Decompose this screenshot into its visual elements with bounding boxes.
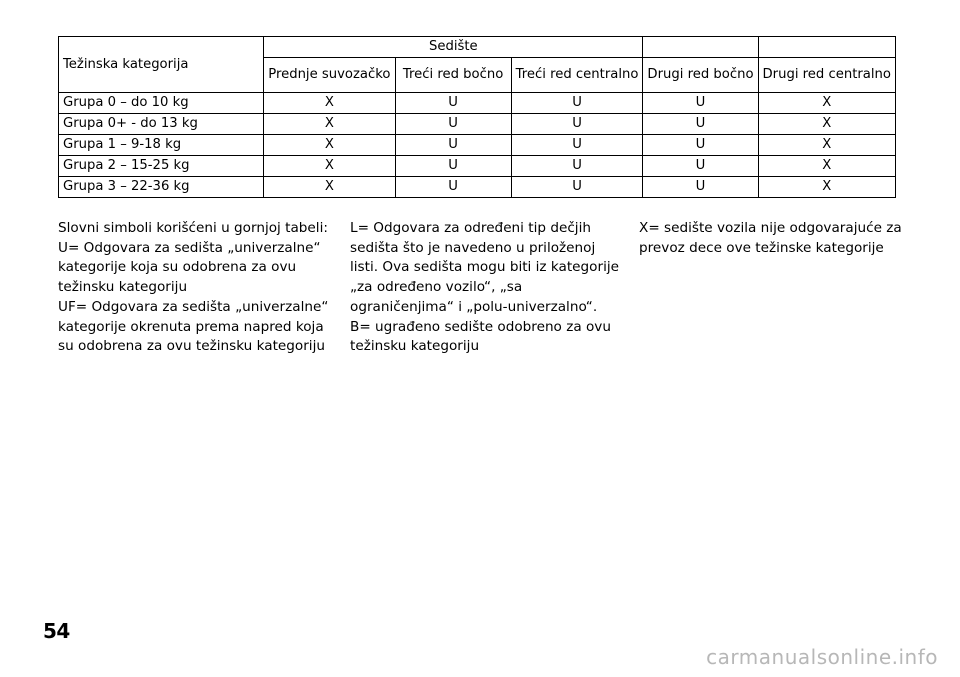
table-row	[59, 177, 896, 198]
table-cell: X	[758, 93, 895, 114]
legend-line: listi. Ova sedišta mogu biti iz kategorije	[350, 259, 619, 276]
legend-line: prevoz dece ove težinske kategorije	[639, 239, 884, 256]
table-cell: X	[264, 93, 395, 114]
table-cell: U	[395, 114, 511, 135]
legend-line: „za određeno vozilo“, „sa	[350, 279, 523, 296]
legend-line: X= sedište vozila nije odgovarajuće za	[639, 220, 902, 236]
page-number: 54	[43, 619, 70, 643]
legend-line: L= Odgovara za određeni tip dečjih	[350, 220, 591, 236]
row-label: Grupa 3 – 22-36 kg	[59, 177, 264, 198]
row-label: Grupa 1 – 9-18 kg	[59, 135, 264, 156]
table-cell: X	[758, 177, 895, 198]
row-label: Grupa 0+ - do 13 kg	[59, 114, 264, 135]
legend-line: UF= Odgovara za sedišta „univerzalne“	[58, 298, 329, 315]
table-cell: X	[264, 114, 395, 135]
row-label: Grupa 2 – 15-25 kg	[59, 156, 264, 177]
legend-line: B= ugrađeno sedište odobreno za ovu	[350, 318, 611, 335]
table-cell: X	[264, 135, 395, 156]
column-header: Prednje suvozačko	[264, 58, 395, 93]
legend-line: Slovni simboli korišćeni u gornjoj tabeli:	[58, 220, 328, 236]
table-cell: X	[758, 156, 895, 177]
table-row	[59, 135, 896, 156]
legend-line: težinsku kategoriju	[350, 338, 480, 355]
legend-line: su odobrena za ovu težinsku kategoriju	[58, 338, 325, 355]
legend-line: kategorije koja su odobrena za ovu	[58, 259, 297, 276]
legend-column-2	[350, 219, 620, 357]
seat-group-header: Sedište	[264, 37, 643, 58]
table-cell: X	[264, 177, 395, 198]
table-cell: U	[643, 93, 758, 114]
table-cell: X	[758, 135, 895, 156]
table-cell: U	[511, 114, 643, 135]
column-header: Treći red centralno	[511, 58, 643, 93]
column-header: Drugi red centralno	[758, 58, 895, 93]
legend-line: kategorije okrenuta prema napred koja	[58, 318, 324, 335]
table-cell: U	[395, 93, 511, 114]
seat-compatibility-table	[58, 36, 896, 198]
legend-line: U= Odgovara za sedišta „univerzalne“	[58, 239, 321, 256]
table-row	[59, 156, 896, 177]
table-cell: X	[758, 114, 895, 135]
table-cell: U	[511, 177, 643, 198]
row-label: Grupa 0 – do 10 kg	[59, 93, 264, 114]
header-empty-cell	[758, 37, 895, 58]
table-cell: U	[643, 156, 758, 177]
legend-line: težinsku kategoriju	[58, 279, 188, 296]
table-cell: U	[511, 135, 643, 156]
table-row	[59, 114, 896, 135]
table-cell: U	[643, 177, 758, 198]
table-cell: U	[395, 156, 511, 177]
column-header: Treći red bočno	[395, 58, 511, 93]
table-cell: U	[643, 135, 758, 156]
table-cell: U	[395, 135, 511, 156]
header-empty-cell	[643, 37, 758, 58]
weight-category-header: Težinska kategorija	[59, 37, 264, 93]
table-cell: U	[511, 93, 643, 114]
table-cell: U	[395, 177, 511, 198]
table-cell: U	[643, 114, 758, 135]
legend-column-3	[639, 219, 909, 258]
legend-line: ograničenjima“ i „polu-univerzalno“.	[350, 298, 598, 315]
table-header-row-top	[59, 37, 896, 58]
table-row	[59, 93, 896, 114]
watermark: carmanualsonline.info	[706, 645, 938, 669]
legend-column-1	[58, 219, 338, 357]
column-header: Drugi red bočno	[643, 58, 758, 93]
legend-line: sedišta što je navedeno u priloženoj	[350, 239, 596, 256]
table-cell: U	[511, 156, 643, 177]
table-cell: X	[264, 156, 395, 177]
